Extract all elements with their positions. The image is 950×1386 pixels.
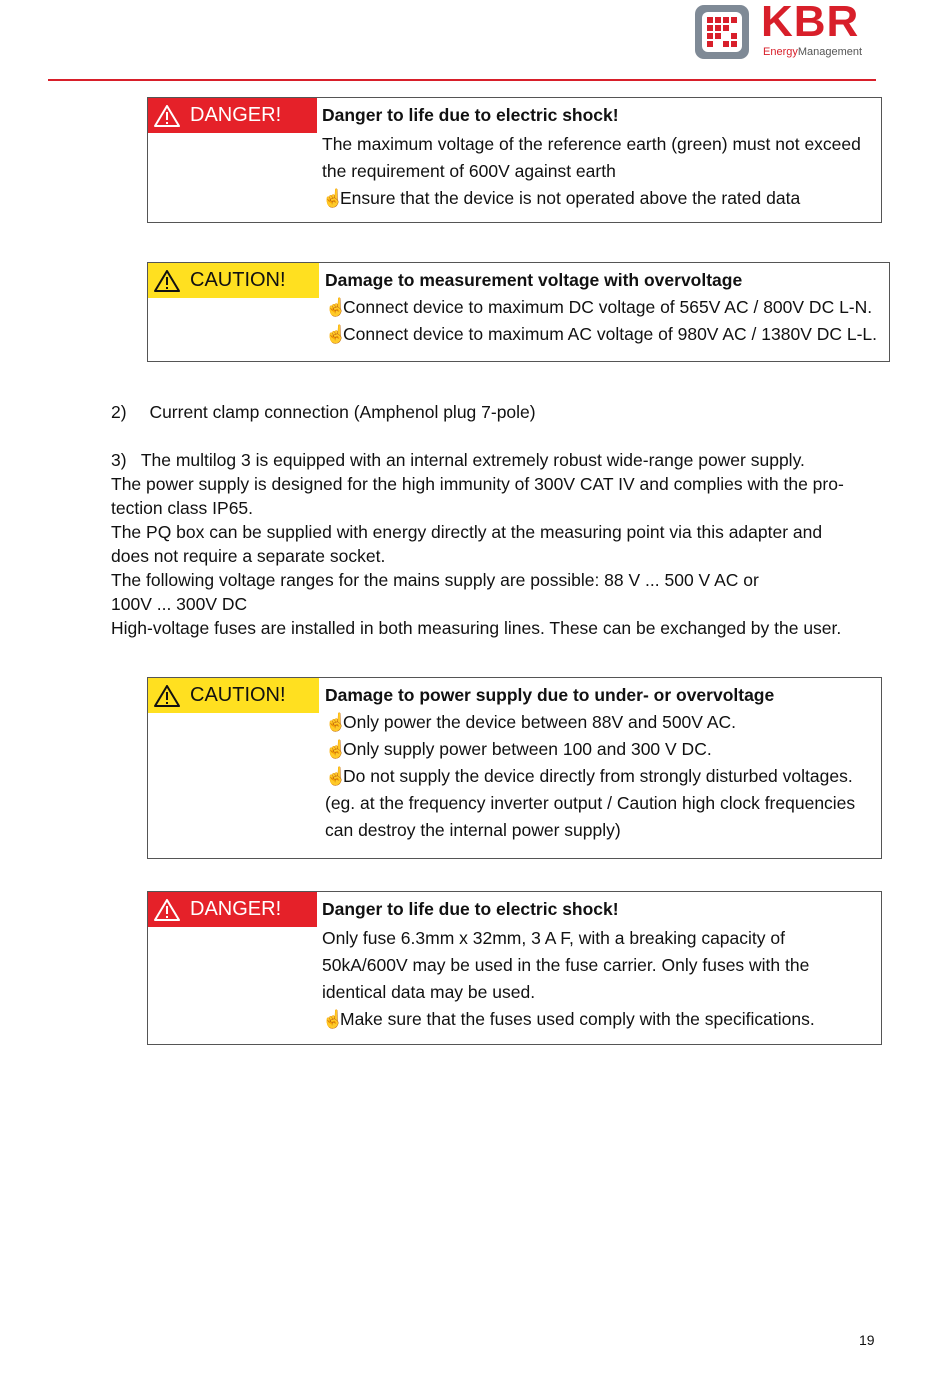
- caution-tag: [148, 263, 319, 298]
- paragraph-line: 100V ... 300V DC: [111, 594, 248, 614]
- box-text-line: 50kA/600V may be used in the fuse carrier. Only fuses with the: [322, 955, 810, 975]
- hand-pointing-icon: ☝: [322, 1009, 344, 1029]
- hand-pointing-icon: ☝: [325, 766, 347, 786]
- box-text-line: can destroy the internal power supply): [325, 820, 621, 840]
- hand-pointing-icon: ☝: [322, 188, 344, 208]
- danger-box-1: [147, 97, 882, 223]
- caution-tag: [148, 678, 319, 713]
- box-title: Damage to measurement voltage with overvoltage: [325, 270, 743, 290]
- box-text-line: The maximum voltage of the reference earth (green) must not exceed: [322, 134, 861, 154]
- kbr-logo: [695, 0, 875, 61]
- warning-triangle-icon: [154, 685, 180, 707]
- box-bullet: ☝Do not supply the device directly from strongly disturbed voltages.: [325, 763, 878, 790]
- paragraph-line: The PQ box can be supplied with energy directly at the measuring point via this adapter and: [111, 522, 823, 542]
- paragraph-line: The following voltage ranges for the mains supply are possible: 88 V ... 500 V AC or: [111, 570, 759, 590]
- box-bullet: ☝Connect device to maximum DC voltage of 565V AC / 800V DC L-N.: [325, 294, 885, 321]
- danger-box-2: [147, 891, 882, 1045]
- caution-label: CAUTION!: [190, 269, 286, 291]
- warning-triangle-icon: [154, 270, 180, 292]
- box-text-line: identical data may be used.: [322, 982, 536, 1002]
- list-item-3: [111, 448, 844, 640]
- list-item-text: Current clamp connection (Amphenol plug 7-pole): [149, 402, 536, 422]
- header-divider: [48, 79, 876, 81]
- caution-box-2: [147, 677, 882, 859]
- logo-subtitle: EnergyManagement: [763, 46, 863, 58]
- hand-pointing-icon: ☝: [325, 324, 347, 344]
- box-text-line: Only fuse 6.3mm x 32mm, 3 A F, with a breaking capacity of: [322, 928, 785, 948]
- kbr-logo-icon: [695, 5, 749, 59]
- paragraph-line: 3) The multilog 3 is equipped with an internal extremely robust wide-range power supply.: [111, 450, 805, 470]
- list-item-2: [111, 400, 536, 424]
- danger-tag: [148, 98, 317, 133]
- paragraph-line: High-voltage fuses are installed in both measuring lines. These can be exchanged by the user.: [111, 618, 842, 638]
- caution-label: CAUTION!: [190, 684, 286, 706]
- paragraph-line: does not require a separate socket.: [111, 546, 386, 566]
- box-bullet: ☝Only supply power between 100 and 300 V DC.: [325, 736, 878, 763]
- warning-triangle-icon: [154, 105, 180, 127]
- box-text-line: (eg. at the frequency inverter output / Caution high clock frequencies: [325, 793, 856, 813]
- box-title: Danger to life due to electric shock!: [322, 105, 619, 125]
- page-number: 19: [859, 1332, 875, 1348]
- box-title: Danger to life due to electric shock!: [322, 899, 619, 919]
- box-bullet: ☝Only power the device between 88V and 500V AC.: [325, 709, 878, 736]
- box-title: Damage to power supply due to under- or overvoltage: [325, 685, 775, 705]
- caution-box-1: [147, 262, 890, 362]
- logo-wordmark: KBR: [761, 0, 860, 46]
- paragraph-line: tection class IP65.: [111, 498, 254, 518]
- hand-pointing-icon: ☝: [325, 297, 347, 317]
- box-text-line: the requirement of 600V against earth: [322, 161, 616, 181]
- paragraph-line: The power supply is designed for the high immunity of 300V CAT IV and complies with the pro-: [111, 474, 844, 494]
- box-bullet: ☝Ensure that the device is not operated above the rated data: [322, 185, 878, 212]
- warning-triangle-icon: [154, 899, 180, 921]
- danger-tag: [148, 892, 317, 927]
- danger-label: DANGER!: [190, 898, 282, 920]
- hand-pointing-icon: ☝: [325, 739, 347, 759]
- hand-pointing-icon: ☝: [325, 712, 347, 732]
- box-bullet: ☝Connect device to maximum AC voltage of 980V AC / 1380V DC L-L.: [325, 321, 885, 348]
- list-item-number: 2): [111, 402, 127, 422]
- danger-label: DANGER!: [190, 104, 282, 126]
- box-bullet: ☝Make sure that the fuses used comply with the specifications.: [322, 1006, 878, 1033]
